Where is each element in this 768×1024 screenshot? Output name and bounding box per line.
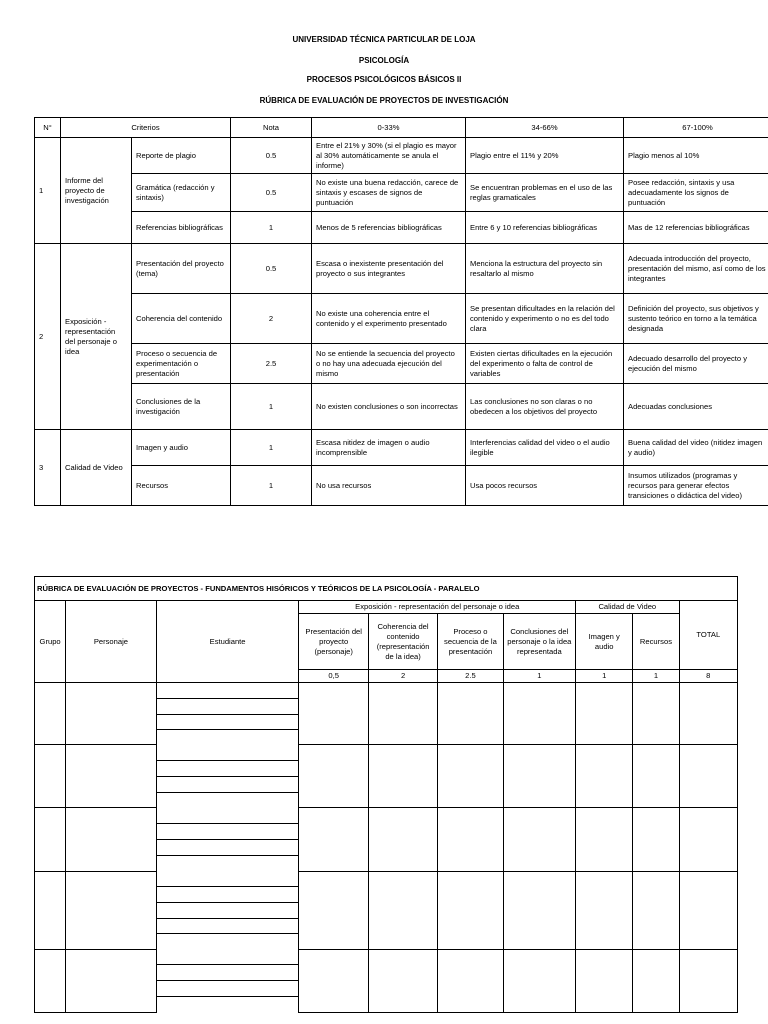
nota: 0.5 bbox=[231, 244, 312, 294]
descriptor-low: Menos de 5 referencias bibliográficas bbox=[312, 212, 466, 244]
group-row bbox=[35, 949, 738, 1012]
score-cell[interactable] bbox=[576, 871, 633, 949]
nota: 1 bbox=[231, 430, 312, 466]
score-cell[interactable] bbox=[576, 745, 633, 808]
group-name: Calidad de Video bbox=[61, 430, 132, 506]
student-list bbox=[156, 683, 299, 745]
descriptor-high: Adecuadas conclusiones bbox=[624, 384, 768, 430]
student-line[interactable] bbox=[157, 903, 299, 919]
criterion: Reporte de plagio bbox=[132, 138, 231, 174]
total-cell[interactable] bbox=[679, 683, 737, 745]
student-line[interactable] bbox=[157, 777, 299, 793]
header-range-low: 0-33% bbox=[312, 118, 466, 138]
descriptor-low: Entre el 21% y 30% (si el plagio es mayor al 30% automáticamente se anula el informe) bbox=[312, 138, 466, 174]
group-name: Exposición - representación del personaje o idea bbox=[61, 244, 132, 430]
weight-cell: 1 bbox=[633, 670, 679, 683]
student-line[interactable] bbox=[157, 934, 299, 949]
criterion: Presentación del proyecto (tema) bbox=[132, 244, 231, 294]
student-line[interactable] bbox=[157, 683, 299, 699]
header-personaje: Personaje bbox=[66, 601, 157, 683]
descriptor-high: Plagio menos al 10% bbox=[624, 138, 768, 174]
descriptor-high: Insumos utilizados (programas y recursos para generar efectos transiciones o didáctica del video) bbox=[624, 466, 768, 506]
personaje-cell[interactable] bbox=[66, 683, 157, 745]
criterion: Proceso o secuencia de experimentación o presentación bbox=[132, 344, 231, 384]
score-cell[interactable] bbox=[633, 808, 679, 871]
score-cell[interactable] bbox=[438, 871, 503, 949]
score-cell[interactable] bbox=[576, 683, 633, 745]
group-header-exposicion: Exposición - representación del personaje o idea bbox=[299, 601, 576, 614]
criterion: Imagen y audio bbox=[132, 430, 231, 466]
score-cell[interactable] bbox=[299, 808, 368, 871]
weight-cell: 1 bbox=[503, 670, 575, 683]
score-cell[interactable] bbox=[576, 949, 633, 1012]
descriptor-mid: Interferencias calidad del video o el audio ilegible bbox=[466, 430, 624, 466]
personaje-cell[interactable] bbox=[66, 808, 157, 871]
score-cell[interactable] bbox=[299, 683, 368, 745]
descriptor-mid: Plagio entre el 11% y 20% bbox=[466, 138, 624, 174]
weight-cell: 2.5 bbox=[438, 670, 503, 683]
header-presentacion: Presentación del proyecto (personaje) bbox=[299, 614, 368, 670]
weight-cell: 2 bbox=[368, 670, 437, 683]
descriptor-low: No existe una buena redacción, carece de sintaxis y escases de signos de puntuación bbox=[312, 174, 466, 212]
student-line[interactable] bbox=[157, 997, 299, 1012]
score-cell[interactable] bbox=[368, 949, 437, 1012]
group-row bbox=[35, 808, 738, 871]
student-line[interactable] bbox=[157, 840, 299, 856]
total-cell[interactable] bbox=[679, 871, 737, 949]
header-title: RÚBRICA DE EVALUACIÓN DE PROYECTOS DE INVESTIGACIÓN bbox=[259, 96, 509, 105]
group-number: 1 bbox=[35, 138, 61, 244]
nota: 1 bbox=[231, 212, 312, 244]
project-grading-table bbox=[34, 576, 738, 1013]
score-cell[interactable] bbox=[299, 949, 368, 1012]
descriptor-high: Adecuada introducción del proyecto, presentación del mismo, así como de los integrantes bbox=[624, 244, 768, 294]
header-estudiante: Estudiante bbox=[156, 601, 299, 683]
descriptor-mid: Existen ciertas dificultades en la ejecución del experimento o falta de control de variables bbox=[466, 344, 624, 384]
header-course: PROCESOS PSICOLÓGICOS BÁSICOS II bbox=[306, 75, 462, 84]
criterion: Conclusiones de la investigación bbox=[132, 384, 231, 430]
student-line[interactable] bbox=[157, 981, 299, 997]
student-line[interactable] bbox=[157, 761, 299, 777]
student-list bbox=[156, 871, 299, 949]
descriptor-low: Escasa o inexistente presentación del proyecto o sus integrantes bbox=[312, 244, 466, 294]
evaluation-rubric-table bbox=[34, 117, 768, 506]
descriptor-high: Posee redacción, sintaxis y usa adecuadamente los signos de puntuación bbox=[624, 174, 768, 212]
grupo-cell[interactable] bbox=[35, 683, 66, 745]
group-number: 2 bbox=[35, 244, 61, 430]
score-cell[interactable] bbox=[633, 949, 679, 1012]
descriptor-low: No existe una coherencia entre el contenido y el experimento presentado bbox=[312, 294, 466, 344]
student-line[interactable] bbox=[157, 965, 299, 981]
weight-cell: 1 bbox=[576, 670, 633, 683]
nota: 0.5 bbox=[231, 174, 312, 212]
header-imagen-audio: Imagen y audio bbox=[576, 614, 633, 670]
score-cell[interactable] bbox=[438, 808, 503, 871]
score-cell[interactable] bbox=[503, 683, 575, 745]
grupo-cell[interactable] bbox=[35, 871, 66, 949]
score-cell[interactable] bbox=[503, 808, 575, 871]
group-row bbox=[35, 745, 738, 808]
personaje-cell[interactable] bbox=[66, 871, 157, 949]
grupo-cell[interactable] bbox=[35, 949, 66, 1012]
student-line[interactable] bbox=[157, 871, 299, 887]
total-cell[interactable] bbox=[679, 949, 737, 1012]
header-coherencia: Coherencia del contenido (representación de la idea) bbox=[368, 614, 437, 670]
descriptor-high: Mas de 12 referencias bibliográficas bbox=[624, 212, 768, 244]
score-cell[interactable] bbox=[576, 808, 633, 871]
header-range-high: 67-100% bbox=[624, 118, 768, 138]
criterion: Coherencia del contenido bbox=[132, 294, 231, 344]
header-total: TOTAL bbox=[679, 601, 737, 670]
score-cell[interactable] bbox=[633, 683, 679, 745]
score-cell[interactable] bbox=[299, 745, 368, 808]
header-department: PSICOLOGÍA bbox=[358, 56, 410, 65]
grupo-cell[interactable] bbox=[35, 808, 66, 871]
descriptor-mid: Entre 6 y 10 referencias bibliográficas bbox=[466, 212, 624, 244]
score-cell[interactable] bbox=[503, 949, 575, 1012]
nota: 1 bbox=[231, 466, 312, 506]
grading-title: RÚBRICA DE EVALUACIÓN DE PROYECTOS - FUNDAMENTOS HISÓRICOS Y TEÓRICOS DE LA PSICOLOGÍA - PARALELO bbox=[35, 577, 738, 601]
score-cell[interactable] bbox=[503, 745, 575, 808]
header-grupo: Grupo bbox=[35, 601, 66, 683]
student-list bbox=[156, 808, 299, 871]
weight-total: 8 bbox=[679, 670, 737, 683]
group-header-video: Calidad de Video bbox=[576, 601, 680, 614]
descriptor-low: No se entiende la secuencia del proyecto o no hay una adecuada ejecución del mismo bbox=[312, 344, 466, 384]
score-cell[interactable] bbox=[438, 745, 503, 808]
score-cell[interactable] bbox=[368, 745, 437, 808]
student-line[interactable] bbox=[157, 730, 299, 745]
nota: 2 bbox=[231, 294, 312, 344]
student-list bbox=[156, 745, 299, 808]
score-cell[interactable] bbox=[438, 949, 503, 1012]
descriptor-high: Adecuado desarrollo del proyecto y ejecución del mismo bbox=[624, 344, 768, 384]
descriptor-high: Buena calidad del video (nitidez imagen y audio) bbox=[624, 430, 768, 466]
group-row bbox=[35, 871, 738, 949]
score-cell[interactable] bbox=[633, 871, 679, 949]
descriptor-mid: Menciona la estructura del proyecto sin resaltarlo al mismo bbox=[466, 244, 624, 294]
student-line[interactable] bbox=[157, 887, 299, 903]
total-cell[interactable] bbox=[679, 808, 737, 871]
personaje-cell[interactable] bbox=[66, 745, 157, 808]
student-line[interactable] bbox=[157, 824, 299, 840]
descriptor-mid: Usa pocos recursos bbox=[466, 466, 624, 506]
student-line[interactable] bbox=[157, 699, 299, 715]
descriptor-mid: Se presentan dificultades en la relación del contenido y experimento o no es del todo clara bbox=[466, 294, 624, 344]
score-cell[interactable] bbox=[503, 871, 575, 949]
student-line[interactable] bbox=[157, 919, 299, 935]
criterion: Recursos bbox=[132, 466, 231, 506]
student-line[interactable] bbox=[157, 745, 299, 761]
student-line[interactable] bbox=[157, 856, 299, 871]
nota: 2.5 bbox=[231, 344, 312, 384]
header-number: N° bbox=[35, 118, 61, 138]
header-recursos: Recursos bbox=[633, 614, 679, 670]
header-criterios: Criterios bbox=[61, 118, 231, 138]
total-cell[interactable] bbox=[679, 745, 737, 808]
criterion: Referencias bibliográficas bbox=[132, 212, 231, 244]
group-number: 3 bbox=[35, 430, 61, 506]
group-row bbox=[35, 683, 738, 745]
student-list bbox=[156, 949, 299, 1012]
grupo-cell[interactable] bbox=[35, 745, 66, 808]
student-line[interactable] bbox=[157, 793, 299, 808]
score-cell[interactable] bbox=[368, 871, 437, 949]
header-nota: Nota bbox=[231, 118, 312, 138]
criterion: Gramática (redacción y sintaxis) bbox=[132, 174, 231, 212]
descriptor-low: No usa recursos bbox=[312, 466, 466, 506]
student-line[interactable] bbox=[157, 949, 299, 965]
descriptor-high: Definición del proyecto, sus objetivos y sustento teórico en torno a la temática designada bbox=[624, 294, 768, 344]
group-name: Informe del proyecto de investigación bbox=[61, 138, 132, 244]
descriptor-low: No existen conclusiones o son incorrectas bbox=[312, 384, 466, 430]
student-line[interactable] bbox=[157, 808, 299, 824]
nota: 0.5 bbox=[231, 138, 312, 174]
personaje-cell[interactable] bbox=[66, 949, 157, 1012]
score-cell[interactable] bbox=[438, 683, 503, 745]
descriptor-mid: Las conclusiones no son claras o no obedecen a los objetivos del proyecto bbox=[466, 384, 624, 430]
nota: 1 bbox=[231, 384, 312, 430]
header-conclusiones: Conclusiones del personaje o la idea representada bbox=[503, 614, 575, 670]
descriptor-low: Escasa nitidez de imagen o audio incomprensible bbox=[312, 430, 466, 466]
header-university: UNIVERSIDAD TÉCNICA PARTICULAR DE LOJA bbox=[292, 35, 476, 44]
weight-cell: 0,5 bbox=[299, 670, 368, 683]
score-cell[interactable] bbox=[368, 808, 437, 871]
header-range-mid: 34-66% bbox=[466, 118, 624, 138]
student-line[interactable] bbox=[157, 715, 299, 731]
score-cell[interactable] bbox=[633, 745, 679, 808]
score-cell[interactable] bbox=[368, 683, 437, 745]
header-proceso: Proceso o secuencia de la presentación bbox=[438, 614, 503, 670]
descriptor-mid: Se encuentran problemas en el uso de las reglas gramaticales bbox=[466, 174, 624, 212]
score-cell[interactable] bbox=[299, 871, 368, 949]
